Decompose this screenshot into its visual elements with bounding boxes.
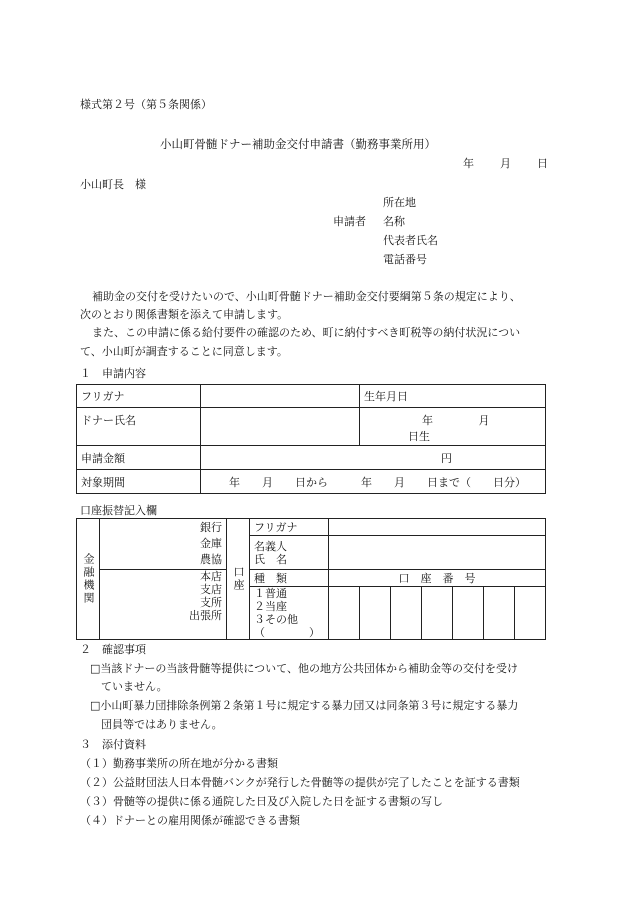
applicant-representative: 代表者氏名 [383, 234, 438, 247]
period-input[interactable]: 年 月 日から 年 月 日まで（ 日分） [201, 470, 546, 494]
page-title: 小山町骨髄ドナー補助金交付申請書（勤務事業所用） [160, 137, 436, 151]
account-digit[interactable] [422, 587, 453, 640]
donor-name-label: ドナー氏名 [77, 408, 201, 446]
branch-type-cell[interactable]: 本店 支店 支所 出張所 [100, 570, 227, 640]
account-digit[interactable] [515, 587, 546, 640]
applicant-address: 所在地 [383, 196, 416, 209]
period-label: 対象期間 [77, 470, 201, 494]
amount-label: 申請金額 [77, 446, 201, 470]
account-digit[interactable] [360, 587, 391, 640]
account-furigana-label: フリガナ [250, 519, 329, 536]
applicant-label: 申請者 [333, 215, 366, 228]
kind-label: 種 類 [250, 570, 329, 587]
attachment-item: （３）骨髄等の提供に係る通院した日及び入院した日を証する書類の写し [80, 795, 443, 808]
account-digit[interactable] [391, 587, 422, 640]
applicant-phone: 電話番号 [383, 253, 427, 266]
applicant-name: 名称 [383, 215, 405, 228]
account-label: 口座 [227, 519, 250, 640]
kind-options[interactable]: １普通 ２当座 ３その他 （ ） [250, 587, 329, 640]
addressee: 小山町長 様 [80, 178, 146, 191]
attachment-item: （４）ドナーとの雇用関係が確認できる書類 [80, 814, 300, 827]
holder-input[interactable] [329, 536, 546, 570]
donor-name-input[interactable] [201, 408, 360, 446]
institution-type-cell[interactable]: 銀行 金庫 農協 [100, 519, 227, 570]
account-number-label: 口 座 番 号 [329, 570, 546, 587]
account-furigana-input[interactable] [329, 519, 546, 536]
bank-heading: 口座振替記入欄 [80, 504, 157, 517]
application-table [76, 384, 546, 494]
section1-heading: １ 申請内容 [80, 367, 146, 380]
holder-label: 名義人 氏 名 [250, 536, 329, 570]
section2-heading: ２ 確認事項 [80, 643, 146, 656]
attachment-item: （２）公益財団法人日本骨髄バンクが発行した骨髄等の提供が完了したことを証する書類 [80, 776, 520, 789]
account-digit[interactable] [453, 587, 484, 640]
attachment-item: （１）勤務事業所の所在地が分かる書類 [80, 757, 278, 770]
birth-date-input[interactable]: 年 月 日生 [360, 408, 546, 446]
form-number: 様式第２号（第５条関係） [80, 98, 212, 111]
furigana-label: フリガナ [77, 385, 201, 408]
section3-heading: ３ 添付資料 [80, 738, 146, 751]
bank-table [76, 518, 546, 640]
furigana-input[interactable] [201, 385, 360, 408]
account-digit[interactable] [484, 587, 515, 640]
account-digit[interactable] [329, 587, 360, 640]
amount-input[interactable]: 円 [201, 446, 546, 470]
birth-label: 生年月日 [360, 385, 546, 408]
institution-label: 金融機関 [77, 519, 100, 640]
